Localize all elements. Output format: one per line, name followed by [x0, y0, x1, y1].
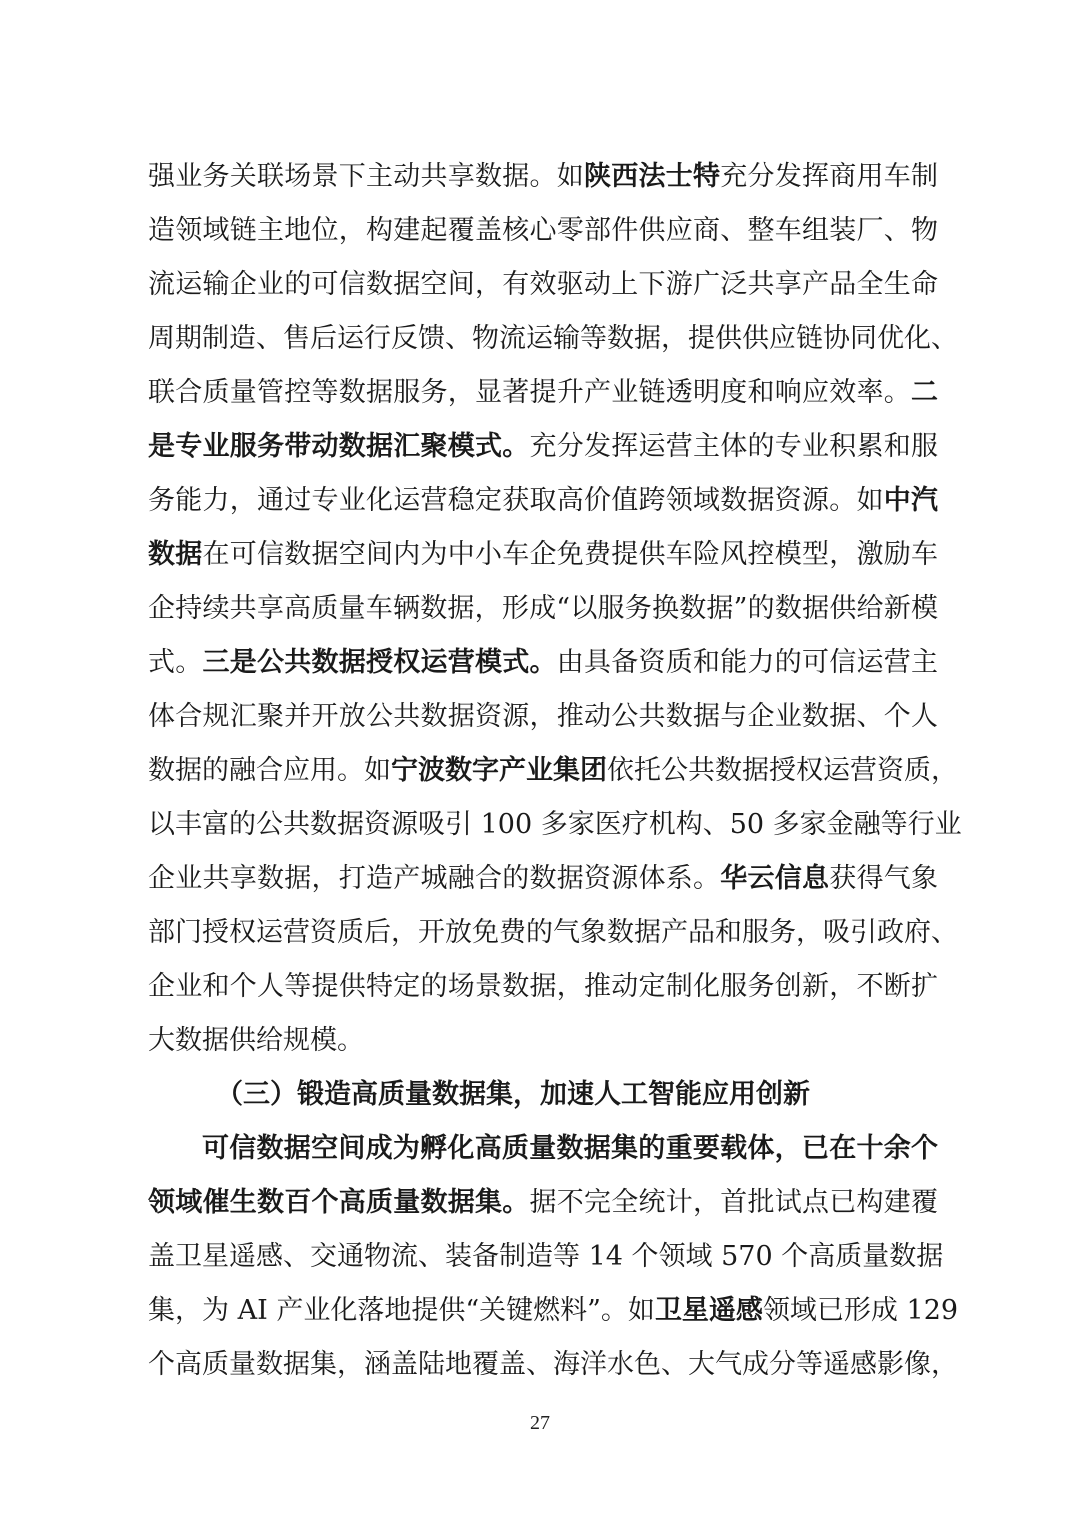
text-line: 数据的融合应用。如宁波数字产业集团依托公共数据授权运营资质， — [148, 755, 958, 786]
text-line: 领域催生数百个高质量数据集。据不完全统计，首批试点已构建覆 — [148, 1187, 938, 1218]
text-line: 流运输企业的可信数据空间，有效驱动上下游广泛共享产品全生命 — [148, 269, 938, 300]
text-line: 联合质量管控等数据服务，显著提升产业链透明度和响应效率。二 — [148, 377, 938, 408]
text-line: 务能力，通过专业化运营稳定获取高价值跨领域数据资源。如中汽 — [148, 485, 938, 516]
text-line: 是专业服务带动数据汇聚模式。充分发挥运营主体的专业积累和服 — [148, 431, 938, 462]
section-heading: （三）锻造高质量数据集，加速人工智能应用创新 — [216, 1079, 810, 1110]
page-number: 27 — [530, 1412, 550, 1434]
text-line: 式。三是公共数据授权运营模式。由具备资质和能力的可信运营主 — [148, 647, 938, 678]
body-text — [148, 150, 962, 1392]
text-line: 以丰富的公共数据资源吸引 100 多家医疗机构、50 多家金融等行业 — [148, 809, 962, 840]
text-line: 体合规汇聚并开放公共数据资源，推动公共数据与企业数据、个人 — [148, 701, 938, 732]
text-line: 个高质量数据集，涵盖陆地覆盖、海洋水色、大气成分等遥感影像， — [148, 1349, 958, 1380]
text-line: 强业务关联场景下主动共享数据。如陕西法士特充分发挥商用车制 — [148, 161, 938, 192]
text-line: 集，为 AI 产业化落地提供“关键燃料”。如卫星遥感领域已形成 129 — [148, 1295, 959, 1326]
text-line: 周期制造、售后运行反馈、物流运输等数据，提供供应链协同优化、 — [148, 323, 958, 354]
text-line: 造领域链主地位，构建起覆盖核心零部件供应商、整车组装厂、物 — [148, 215, 938, 246]
text-line: 企持续共享高质量车辆数据，形成“以服务换数据”的数据供给新模 — [148, 593, 938, 624]
text-line: 企业和个人等提供特定的场景数据，推动定制化服务创新，不断扩 — [148, 971, 938, 1002]
text-line: 大数据供给规模。 — [148, 1025, 364, 1056]
text-line: 数据在可信数据空间内为中小车企免费提供车险风控模型，激励车 — [148, 539, 938, 570]
text-line: 可信数据空间成为孵化高质量数据集的重要载体，已在十余个 — [202, 1133, 938, 1164]
text-line: 盖卫星遥感、交通物流、装备制造等 14 个领域 570 个高质量数据 — [148, 1241, 944, 1272]
text-line: 部门授权运营资质后，开放免费的气象数据产品和服务，吸引政府、 — [148, 917, 958, 948]
text-line: 企业共享数据，打造产城融合的数据资源体系。华云信息获得气象 — [148, 863, 938, 894]
